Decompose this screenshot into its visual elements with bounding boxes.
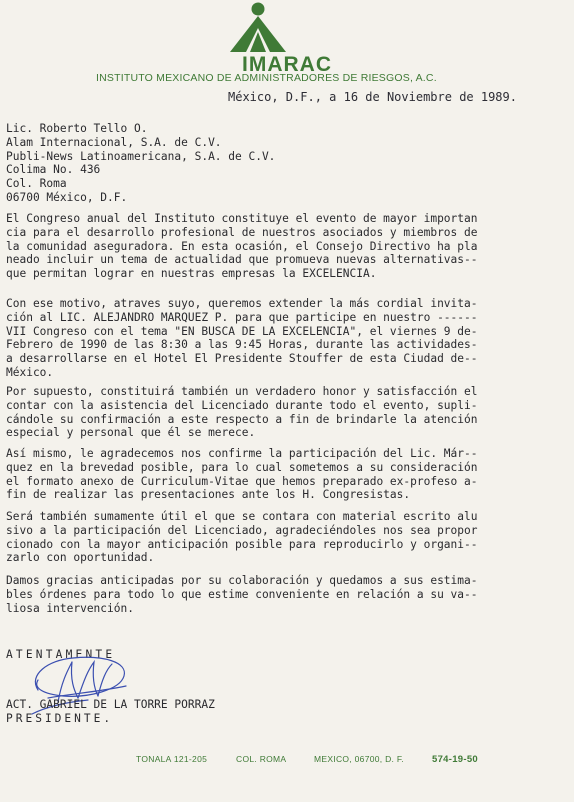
- recipient-address: [6, 122, 275, 205]
- recipient-line: 06700 México, D.F.: [6, 190, 128, 204]
- letter-date: México, D.F., a 16 de Noviembre de 1989.: [228, 90, 517, 104]
- imarac-logo-icon: [226, 2, 290, 54]
- recipient-line: Alam Internacional, S.A. de C.V.: [6, 135, 222, 149]
- body-paragraph: El Congreso anual del Instituto constituye el evento de mayor importan cia para el desarrollo profesional de nuestros asociados y miembros de la comunidad aseguradora. En esta ocasión, el Consejo Directivo ha pla neado incluir un tema de actualidad que promueva nuevas alternativas-- que permitan lograr en nuestras empresas la EXCELENCIA.: [6, 212, 478, 281]
- footer-phone: 574-19-50: [432, 754, 479, 765]
- body-paragraph: Así mismo, le agradecemos nos confirme la participación del Lic. Már-- quez en la brevedad posible, para lo cual sometemos a su consideración el formato anexo de Curriculum-Vitae que hemos preparado ex-profeso a- fin de realizar las presentaciones ante los H. Congresistas.: [6, 447, 478, 502]
- recipient-line: Colima No. 436: [6, 163, 101, 177]
- recipient-line: Col. Roma: [6, 177, 67, 191]
- closing-salutation: ATENTAMENTE: [6, 648, 116, 661]
- footer-city: MEXICO, 06700, D. F.: [314, 754, 405, 764]
- signatory-name: ACT. GABRIEL DE LA TORRE PORRAZ: [6, 698, 215, 711]
- organization-name: INSTITUTO MEXICANO DE ADMINISTRADORES DE RIESGOS, A.C.: [96, 72, 437, 84]
- body-paragraph: Damos gracias anticipadas por su colaboración y quedamos a sus estima- bles órdenes para todo lo que estime conveniente en relación a su va-- liosa intervención.: [6, 574, 478, 615]
- signatory-block: [6, 698, 215, 726]
- body-paragraph: Por supuesto, constituirá también un verdadero honor y satisfacción el contar con la asistencia del Licenciado durante todo el evento, supli- cándole su confirmación a este respecto a fin de brindarle la atención especial y personal que él se merece.: [6, 385, 478, 440]
- logo-wordmark: IMARAC: [242, 53, 332, 76]
- body-paragraph: Será también sumamente útil el que se contara con material escrito alu sivo a la participación del Licenciado, agradeciéndoles nos sea propor cionado con la mayor anticipación posible para reproducirlo y organi-- zarlo con oportunidad.: [6, 510, 478, 565]
- body-paragraph: Con ese motivo, atraves suyo, queremos extender la más cordial invita- ción al LIC. ALEJANDRO MARQUEZ P. para que participe en nuestro ------ VII Congreso con el tema "EN BUSCA DE LA EXCELENCIA", el viernes 9 de- Febrero de 1990 de las 8:30 a las 9:45 Horas, durante las actividades- a desarrollarse en el Hotel El Presidente Stouffer de esta Ciudad de-- México.: [6, 297, 478, 379]
- footer-colonia: COL. ROMA: [236, 754, 287, 764]
- signatory-title: PRESIDENTE.: [6, 711, 114, 725]
- recipient-line: Publi-News Latinoamericana, S.A. de C.V.: [6, 149, 276, 163]
- footer-street: TONALA 121-205: [136, 754, 208, 764]
- recipient-line: Lic. Roberto Tello O.: [6, 122, 148, 135]
